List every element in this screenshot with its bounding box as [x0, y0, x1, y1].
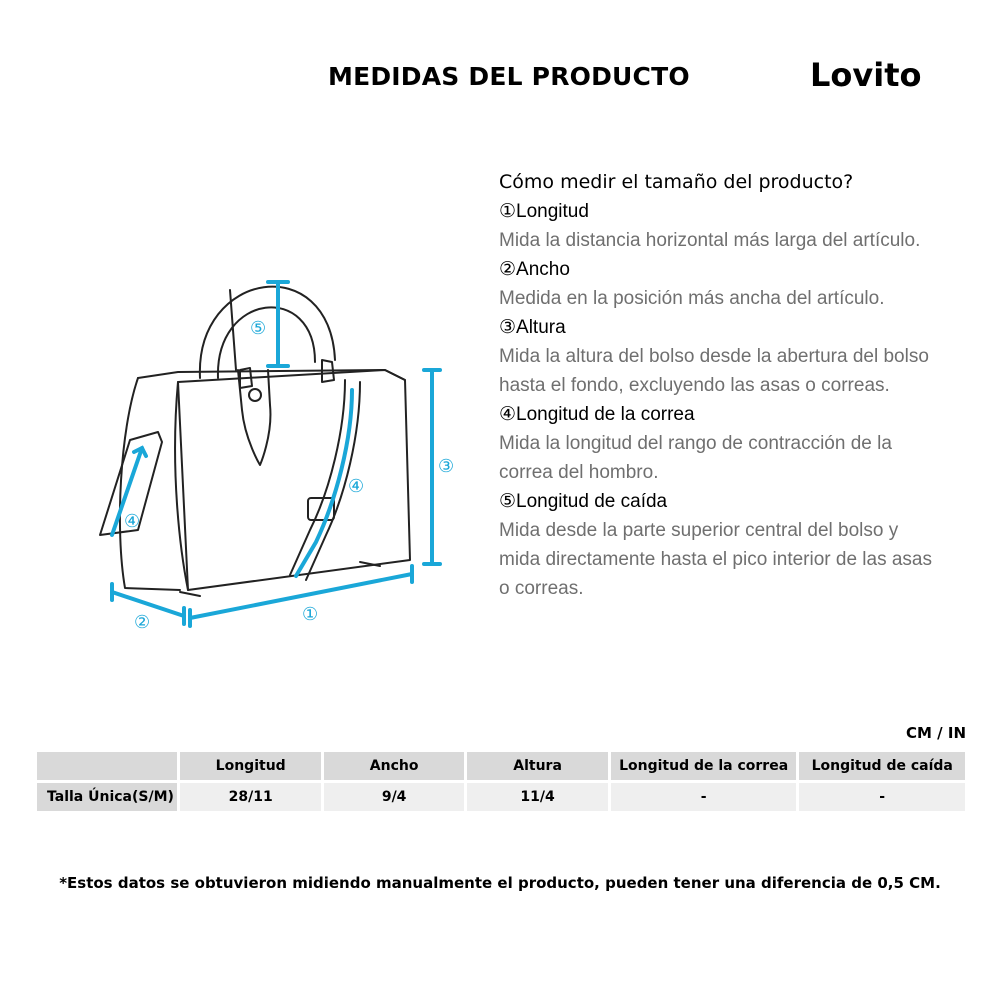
measurement-lines	[112, 282, 440, 626]
row-label: Talla Única(S/M)	[37, 783, 177, 811]
instruction-title-width: ②Ancho	[499, 259, 570, 280]
marker-height: ③	[438, 456, 455, 477]
instruction-title-drop: ⑤Longitud de caída	[499, 491, 668, 512]
instruction-title-height: ③Altura	[499, 317, 566, 338]
instruction-title-length: ①Longitud	[499, 201, 589, 222]
marker-width: ②	[134, 612, 151, 633]
marker-length: ①	[302, 604, 319, 625]
table-row	[37, 783, 965, 811]
column-header: Longitud de la correa	[611, 752, 797, 780]
instruction-title-strap: ④Longitud de la correa	[499, 404, 695, 425]
footnote: *Estos datos se obtuvieron midiendo manualmente el producto, pueden tener una diferencia de 0,5 CM.	[59, 874, 941, 892]
marker-strap-left: ④	[124, 511, 141, 532]
table-corner-cell	[37, 752, 177, 780]
instruction-desc-strap: Mida la longitud del rango de contracción de la correa del hombro.	[499, 433, 892, 483]
instruction-desc-width: Medida en la posición más ancha del artículo.	[499, 288, 885, 309]
instruction-desc-height: Mida la altura del bolso desde la abertura del bolso hasta el fondo, excluyendo las asas o correas.	[499, 346, 929, 396]
size-table	[34, 749, 968, 814]
column-header: Longitud de caída	[799, 752, 965, 780]
table-cell: 9/4	[324, 783, 464, 811]
unit-label: CM / IN	[906, 724, 966, 742]
table-cell: -	[799, 783, 965, 811]
instructions-heading: Cómo medir el tamaño del producto?	[499, 171, 854, 193]
instruction-desc-drop: Mida desde la parte superior central del bolso y mida directamente hasta el pico interior de las asas o correas.	[499, 520, 933, 599]
table-cell: 28/11	[180, 783, 320, 811]
brand-logo: Lovito	[810, 56, 922, 94]
measurement-instructions	[499, 168, 939, 603]
column-header: Ancho	[324, 752, 464, 780]
marker-drop: ⑤	[250, 318, 267, 339]
marker-strap-right: ④	[348, 476, 365, 497]
page-title: MEDIDAS DEL PRODUCTO	[328, 62, 690, 91]
column-header: Longitud	[180, 752, 320, 780]
instruction-desc-length: Mida la distancia horizontal más larga del artículo.	[499, 230, 921, 251]
column-header: Altura	[467, 752, 607, 780]
table-header-row	[37, 752, 965, 780]
table-cell: -	[611, 783, 797, 811]
handbag-illustration	[60, 230, 480, 660]
table-cell: 11/4	[467, 783, 607, 811]
